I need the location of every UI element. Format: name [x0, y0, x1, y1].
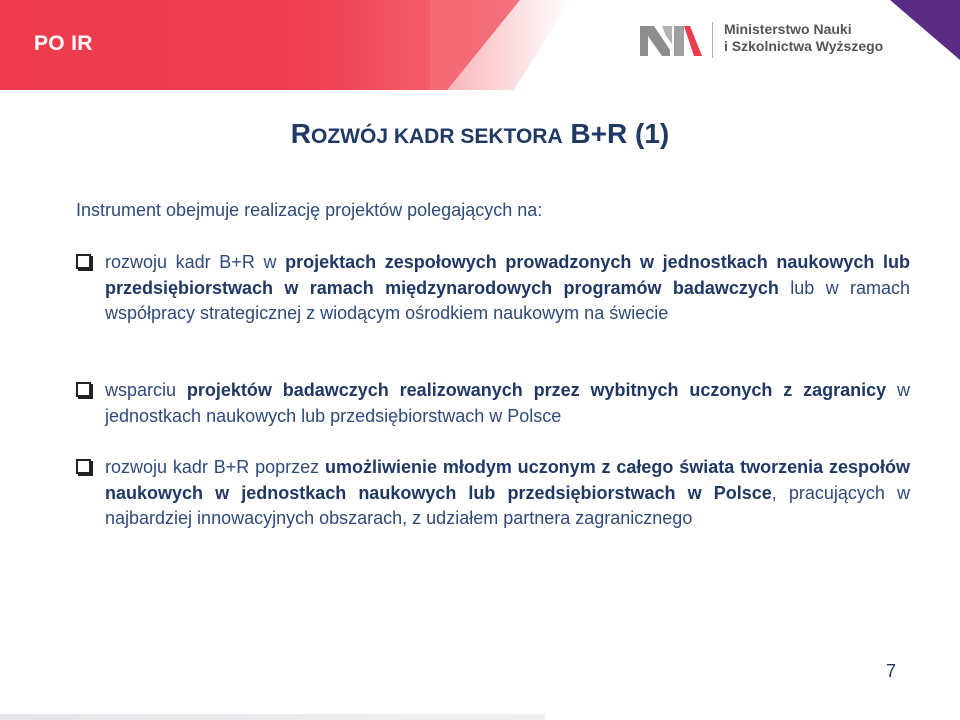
bullet-text-bold: umożliwienie młodym uczonym z całego świata tworzenia zespołów naukowych w jednostkach naukowych lub przedsiębiorstwach w Polsce [105, 457, 910, 503]
logo-text [724, 21, 883, 55]
logo-line-1: Ministerstwo Nauki [724, 21, 852, 37]
ministry-logo-icon [640, 24, 704, 56]
bullet-text-normal: rozwoju kadr B+R poprzez [105, 457, 325, 477]
bullet-text [105, 378, 910, 429]
bullet-text-normal: rozwoju kadr B+R w [105, 252, 286, 272]
bullet-text-normal: lub w ramach współpracy strategicznej z wiodącym ośrodkiem naukowym na świecie [105, 277, 910, 323]
title-smallcaps: OZWÓJ KADR SEKTORA [311, 125, 563, 148]
bullet-text-normal: w jednostkach naukowych lub przedsiębiorstwach w Polsce [105, 380, 910, 426]
title-initial: R [290, 118, 312, 149]
ministry-logo [640, 20, 885, 60]
bullet-item [76, 455, 910, 532]
bullet-text-normal: wsparciu [105, 380, 187, 400]
checkbox-bullet-icon [76, 459, 91, 474]
bullet-text [105, 250, 910, 327]
bullet-text [105, 455, 910, 532]
bullet-item [76, 378, 910, 429]
logo-divider [712, 22, 713, 58]
header-banner-fade [430, 0, 570, 90]
footer-bar [0, 714, 545, 720]
intro-text: Instrument obejmuje realizację projektów polegających na: [76, 200, 543, 220]
bullet-text-bold: projektów badawczych realizowanych przez wybitnych uczonych z zagranicy [186, 380, 887, 400]
section-label: PO IR [34, 32, 93, 55]
checkbox-bullet-icon [76, 382, 91, 397]
slide-title [0, 118, 960, 150]
page-number: 7 [886, 661, 897, 681]
bullet-item [76, 250, 910, 327]
corner-accent [890, 0, 960, 60]
logo-line-2: i Szkolnictwa Wyższego [724, 38, 884, 54]
checkbox-bullet-icon [76, 254, 91, 269]
title-tail: B+R (1) [562, 118, 670, 149]
bullet-text-bold: projektach zespołowych prowadzonych w jednostkach naukowych lub przedsiębiorstwach w ramach międzynarodowych programów badawczych [105, 252, 910, 298]
bullet-text-normal: , pracujących w najbardziej innowacyjnych obszarach, z udziałem partnera zagranicznego [105, 482, 910, 528]
